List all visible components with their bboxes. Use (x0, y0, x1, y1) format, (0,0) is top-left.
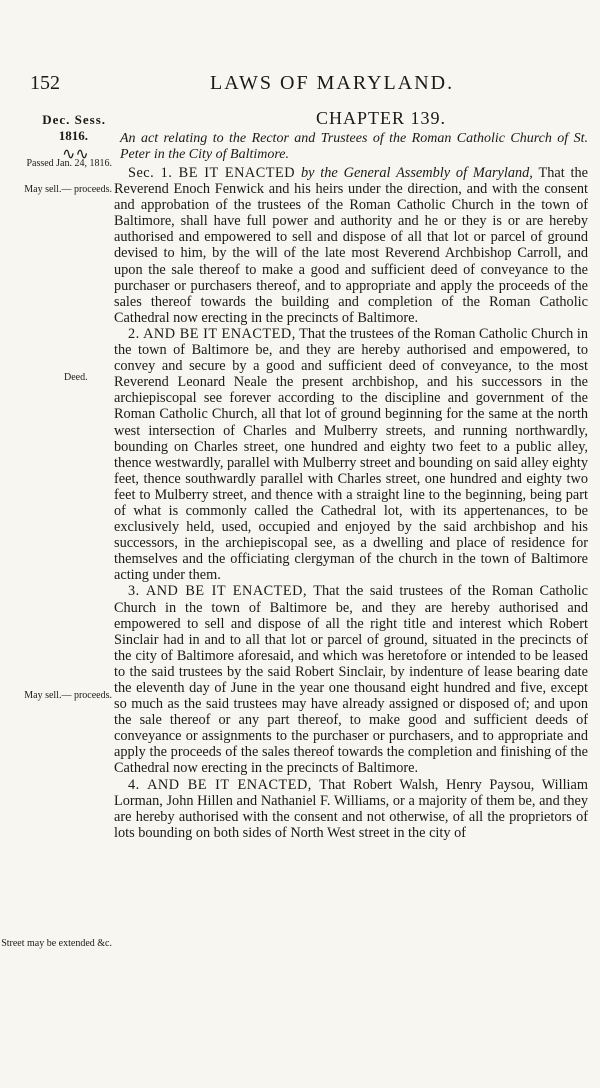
section-2 (114, 326, 588, 584)
running-head: LAWS OF MARYLAND. (210, 72, 455, 94)
session-title: Dec. Sess. (42, 112, 106, 127)
session-year: 1816. (58, 128, 88, 143)
section-text: That the said trustees of the Roman Catholic Church in the town of Baltimore be, and they are hereby authorised and empowered to sell and dispose of all the right title and interest which Robert Sinclair had in and to all that lot or parcel of ground, situated in the precincts of the city of Baltimore aforesaid, and which was heretofore or intended to be leased to the said trustees by the said Robert Sinclair, by indenture of lease bearing date the eleventh day of June in the year one thousand eight hundred and five, except so much as the said trustees may have already assigned or disposed of; and upon the sale thereof or any part thereof, to make good and sufficient deeds of conveyance or assignments to the purchaser or purchasers, and to appropriate and apply the proceeds of the sales thereof towards the completion and finishing of the Cathedral now erecting in the precincts of Baltimore. (114, 583, 588, 777)
section-text: That Robert Walsh, Henry Paysou, William Lorman, John Hillen and Nathaniel F. Williams, or a majority of them be, and they are hereby authorised with the consent and not otherwise, of all the proprietors of lots bounding on both sides of North West street in the city of (114, 776, 588, 841)
margin-note-passed: Passed Jan. 24, 1816. (26, 158, 112, 169)
act-title: An act relating to the Rector and Trustees of the Roman Catholic Church of St. Peter in the City of Baltimore. (120, 131, 588, 162)
section-1 (114, 165, 588, 326)
section-text: That the trustees of the Roman Catholic Church in the town of Baltimore be, and they are hereby authorised and empowered, to convey and secure by a good and sufficient deed of conveyance, to the most Reverend Leonard Neale the present archbishop, and his successors in the archiepiscopal see forever according to the discipline and government of the Roman Catholic Church, all that lot of ground beginning for the same at the north west intersection of Charles and Mulberry streets, and running northwardly, bounding on Charles street, one hundred and eighty two feet to a public alley, thence westwardly, parallel with Mulberry street and bounding on said alley eighty feet, thence southwardly parallel with Charles street, one hundred and eighty two feet to Mulberry street, and thence with a straight line to the beginning, being part of what is commonly called the Cathedral lot, with its appertenances, to be exclusively held, used, occupied and enjoyed by the said archbishop and his successors, in the archiepiscopal see, as a dwelling and place of residence for themselves and the officiating clergyman of the church in the town of Baltimore acting under them. (114, 325, 588, 584)
section-lead: 4. AND BE IT ENACTED, (128, 776, 312, 793)
section-lead: 2. AND BE IT ENACTED, (128, 325, 296, 342)
ornament: ∿∿ (62, 146, 89, 163)
section-text: That the Reverend Enoch Fenwick and his heirs under the direction, and with the consent and approbation of the trustees of the Roman Catholic Church in the town of Baltimore, shall have full power and authority and he or they is or are hereby authorised and empowered to sell and dispose of all that lot or parcel of ground devised to him, by the will of the late most Reverend Archbishop Carroll, and upon the sale thereof to make a good and sufficient deed of conveyance to the purchaser or purchasers thereof, and to appropriate and apply the proceeds of the sales thereof towards the building and completion of the Roman Catholic Cathedral now erecting in the precincts of Baltimore. (114, 165, 588, 326)
section-lead: 3. AND BE IT ENACTED, (128, 583, 308, 600)
section-4 (114, 777, 588, 841)
section-3 (114, 583, 588, 776)
section-lead-italic: by the General Assembly of Maryland, (295, 165, 533, 181)
margin-note-street: Street may be extended &c. (1, 938, 112, 949)
margin-note-sell-2: May sell.— proceeds. (24, 690, 112, 701)
page-header (30, 66, 586, 96)
margin-notes (0, 108, 112, 1088)
margin-note-sell-1: May sell.— proceeds. (24, 184, 112, 195)
section-lead: Sec. 1. BE IT ENACTED (128, 165, 296, 181)
chapter-title: CHAPTER 139. (315, 108, 446, 128)
chapter-body (114, 108, 588, 841)
page-number: 152 (30, 72, 60, 94)
margin-note-deed: Deed. (64, 372, 88, 383)
